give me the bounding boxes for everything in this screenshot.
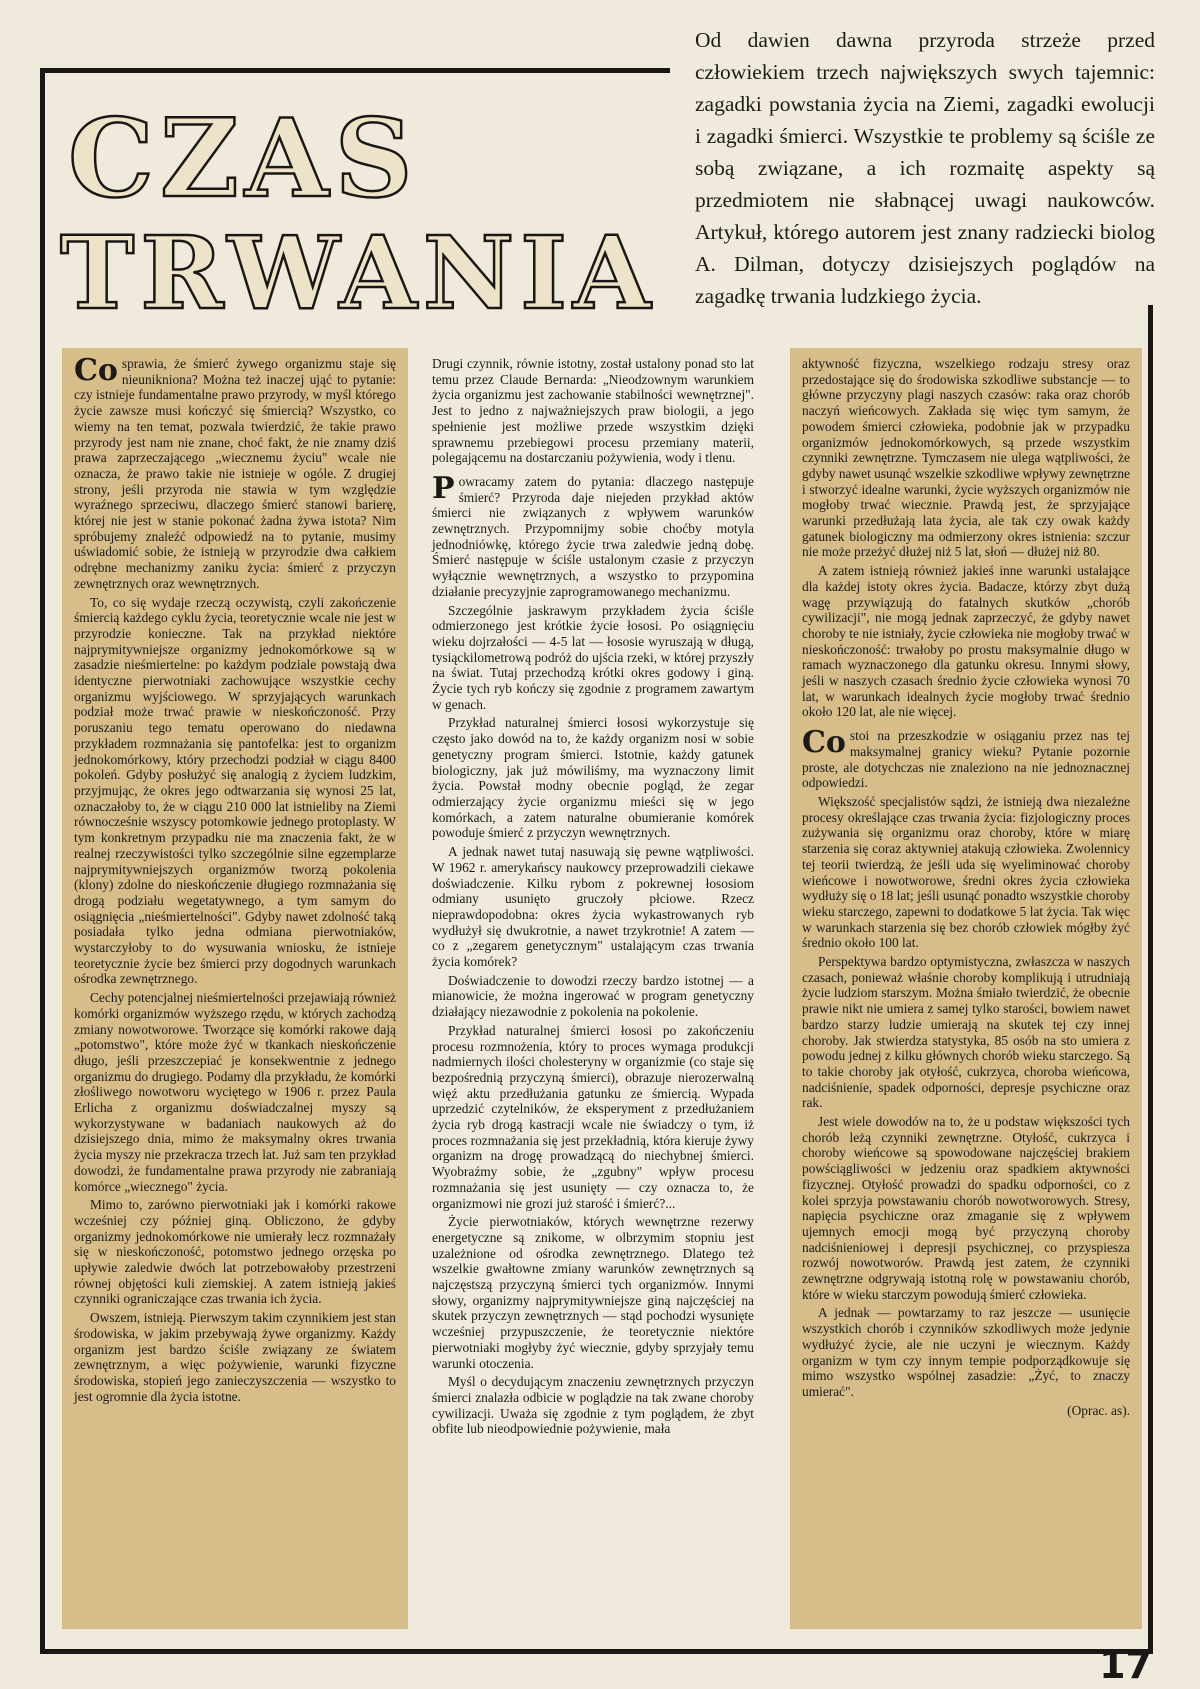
paragraph: Myśl o decydującym znaczeniu zewnętrznych przyczyn śmierci znalazła odbicie w poglądzie na tak zwane choroby cywilizacji. Uważa się zgodnie z tym poglądem, że zbyt obfite lub nieodpowiednie pożywienie, mała xyxy=(432,1374,754,1437)
paragraph: Co sprawia, że śmierć żywego organizmu staje się nieunikniona? Można też inaczej ująć to pytanie: czy istnieje fundamentalne prawo przyrody, w myśl którego życie zawsze musi kończyć się śmiercią? Wszystko, co wiemy na ten temat, pozwala twierdzić, że takie prawo przyrody jest nam nie znane, choć fakt, że nie znamy dziś prawa zaprzeczającego „wiecznemu życiu" wcale nie oznacza, że prawo takie nie istnieje w ogóle. Z drugiej strony, jeśli przyroda nie stawia w tym względzie wyraźnego sprzeciwu, dlaczego śmierć stanowi barierę, której nie jest w stanie pokonać żadna żywa istota? Nim spróbujemy znaleźć odpowiedź na to pytanie, musimy uświadomić sobie, że istnieją w przyrodzie dwa całkiem odrębne mechanizmy zaniku życia: śmierć z przyczyn zewnętrznych oraz wewnętrznych. xyxy=(74,353,396,591)
paragraph: Perspektywa bardzo optymistyczna, zwłaszcza w naszych czasach, ponieważ właśnie choroby komplikują i utrudniają życie ludziom starszym. Można śmiało twierdzić, że obecnie prawie nikt nie umiera z samej tylko starości, bowiem nawet bardzo starzy ludzie umierają na skutek tej czy innej choroby. Jak stwierdza statystyka, 85 osób na sto umiera z powodu jednej z kilku głównych chorób wieku starczego. Są to takie choroby jak otyłość, cukrzyca, choroba wieńcowa, nadciśnienie, spadek odporności, depresje psychiczne oraz rak. xyxy=(802,954,1130,1111)
paragraph: Owszem, istnieją. Pierwszym takim czynnikiem jest stan środowiska, w jakim przebywają żywe organizmy. Każdy organizm jest bardzo ściśle związany ze światem zewnętrznym, a więc pożywienie, warunki fizyczne środowiska, stopień jego zanieczyszczenia — wszystko to jest ogromnie dla życia istotne. xyxy=(74,1310,396,1404)
paragraph: Przykład naturalnej śmierci łososi po zakończeniu procesu rozmnożenia, który to proces wymaga produkcji nadmiernych ilości cholesteryny w organizmie (co staje się bezpośrednią przyczyną śmierci), obrazuje nierozerwalną więź aktu przedłużania gatunku ze śmiercią. Wypada uprzedzić czytelników, że eksperyment z przedłużaniem życia ryb drogą kastracji wcale nie świadczy o tym, iż proces rozmnażania się jest przekładnią, która kieruje żywy organizm na drogę prowadzącą do niechybnej śmierci. Wyobraźmy sobie, że „zgubny" wpływ procesu rozmnażania się jest usunięty — czy oznacza to, że organizmowi nie grozi już starość i śmierć?... xyxy=(432,1022,754,1211)
paragraph: aktywność fizyczna, wszelkiego rodzaju stresy oraz przedostające się do środowiska szkodliwe substancje — to główne przyczyny plagi naszych czasów: raka oraz chorób naczyń wieńcowych. Zakłada się więc tym samym, że powodem śmierci człowieka, podobnie jak w przypadku organizmów jednokomórkowych, są przede wszystkim czynniki zewnętrzne. Tymczasem nie ulega wątpliwości, że gdyby nawet usunąć wszelkie szkodliwe wpływy zewnętrzne i stworzyć idealne warunki, życie wyższych organizmów nie mogłoby trwać wiecznie. Prawdą jest, że sprzyjające warunki przedłużają lata życia, ale tak czy owak każdy gatunek biologiczny ma odmierzony okres istnienia: szczur nie może przeżyć dłużej niż 5 lat, słoń — dłużej niż 80. xyxy=(802,356,1130,560)
paragraph: Przykład naturalnej śmierci łososi wykorzystuje się często jako dowód na to, że każdy organizm nosi w sobie genetyczny program śmierci. Istotnie, każdy gatunek biologiczny, jak już mówiliśmy, ma wyznaczony limit życia. Powstał modny obecnie pogląd, że zegar odmierzający życie organizmu mieści się w jego komórkach, a zatem naturalne obumieranie komórek powoduje śmierć z przyczyn wewnętrznych. xyxy=(432,715,754,841)
paragraph: A jednak — powtarzamy to raz jeszcze — usunięcie wszystkich chorób i czynników szkodliwych może jedynie wydłużyć życie, ale nie uczyni je wiecznym. Każdy organizm w tym czy innym tempie podporządkowuje się mimo wszystko wspólnej zasadzie: „Żyć, to znaczy umierać". xyxy=(802,1305,1130,1399)
paragraph: Szczególnie jaskrawym przykładem życia ściśle odmierzonego jest krótkie życie łososi. Po osiągnięciu wieku dojrzałości — 4-5 lat — łososie wyruszają w długą, tysiąckilometrową podróż do ujścia rzeki, w której przyszły na świat. Tutaj przechodzą krótki okres godowy i giną. Życie tych ryb kończy się zgodnie z programem zawartym w genach. xyxy=(432,602,754,712)
paragraph: Życie pierwotniaków, których wewnętrzne rezerwy energetyczne są znikome, w olbrzymim stopniu jest uzależnione od ośrodka zewnętrznego. Dlatego też wszelkie gwałtowne zmiany warunków zewnętrznych są najczęstszą przyczyną śmierci tych organizmów. Innymi słowy, organizmy najprymitywniejsze giną najczęściej na skutek przyczyn zewnętrznych — stąd pochodzi wysunięte wcześniej przypuszczenie, że teoretycznie niektóre pierwotniaki mogłyby żyć wiecznie, gdyby sprzyjały temu warunki otoczenia. xyxy=(432,1214,754,1371)
paragraph: Większość specjalistów sądzi, że istnieją dwa niezależne procesy określające czas trwania życia: fizjologiczny proces zużywania się organizmu oraz choroby, które w miarę starzenia się coraz aktywniej atakują człowieka. Zwolennicy tej teorii twierdzą, że jeśli uda się wyeliminować choroby wieńcowe i nowotworowe, średni okres życia człowieka wydłuży się o 18 lat; jeśli usunąć ponadto wszystkie choroby wieku starczego, zapewni to dodatkowe 5 lat życia. Tak więc w warunkach starzenia się bez chorób człowiek mógłby żyć średnio około 100 lat. xyxy=(802,793,1130,951)
column-3 xyxy=(790,348,1142,1629)
author-signature: (Oprac. as). xyxy=(1067,1402,1130,1418)
column-2 xyxy=(420,348,766,1629)
paragraph: Cechy potencjalnej nieśmiertelności przejawiają również komórki organizmów wyższego rzędu, w których zachodzą zmiany nowotworowe. Tworzące się komórki rakowe dają „potomstwo", które może żyć w tkankach nieskończenie długo, jeśli przeszczepiać je konsekwentnie z jednego organizmu do drugiego. Podamy dla przykładu, że komórki złośliwego nowotworu wyciętego w 1906 r. przez Paula Erlicha z organizmu doświadczalnej myszy są wykorzystywane w badaniach naukowych aż do dzisiejszego dnia, mimo że maksymalny okres trwania życia myszy nie przekracza trzech lat. Już sam ten przykład dowodzi, że fundamentalne prawa przyrody nie zabraniają komórce „wiecznego" życia. xyxy=(74,990,396,1194)
column-1 xyxy=(62,348,408,1629)
title-line-2: TRWANIA xyxy=(60,214,657,332)
intro-lead: Od dawien dawna przyroda strzeże przed człowiekiem trzech największych swych tajemnic: zagadki powstania życia na Ziemi, zagadki ewolucji i zagadki śmierci. Wszystkie te problemy są ściśle ze sobą związane, a ich rozmaitę aspekty są przedmiotem nie słabnącej uwagi naukowców. Artykuł, którego autorem jest znany radziecki biolog A. Dilman, dotyczy dzisiejszych poglądów na zagadkę trwania ludzkiego życia. xyxy=(695,28,1155,308)
paragraph: To, co się wydaje rzeczą oczywistą, czyli zakończenie śmiercią każdego cyklu życia, teoretycznie wcale nie jest w przyrodzie konieczne. Tak na przykład niektóre najprymitywniejsze organizmy jednokomórkowe są w zasadzie nieśmiertelne: po każdym podziale powstają dwa identyczne pierwotniaki zachowujące wszystkie cechy organizmu wyjściowego. W sprzyjających warunkach podział może trwać prawie w nieskończoność. Przy poruszaniu tego tematu operowano do niedawna przykładem rozmnażania się pantofelka: jest to organizm jednokomórkowy, który przechodzi podział w ciągu 8400 pokoleń. Gdyby posłużyć się analogią z życiem ludzkim, przyjmując, że okres jego odtwarzania się wynosi 25 lat, oznaczałoby to, że w ciągu 210 000 lat istnieliby na Ziemi równocześnie wszyscy potomkowie jednego protoplasty. W tym konkretnym przypadku nie ma znaczenia fakt, że w realnej rzeczywistości tylko szczególnie silne egzemplarze najprymitywniejszych organizmów tworzą pokolenia (klony) zdolne do nieskończenie długiego rozmnażania się drogą podziału wegetatywnego, a tym samym do osiągnięcia „nieśmiertelności". Gdyby nawet zdolność taką posiadała tylko jedna odmiana pierwotniaków, wystarczyłoby to do wysuwania wniosku, że istnieje teoretycznie życie bez śmierci przy dogodnych warunkach ośrodka zewnętrznego. xyxy=(74,594,396,987)
paragraph: A jednak nawet tutaj nasuwają się pewne wątpliwości. W 1962 r. amerykańscy naukowcy przeprowadzili ciekawe doświadczenie. Kilku rybom z pokrewnej łososiom odmiany usunięto gruczoły płciowe. Rzecz nieprawdopodobna: okres życia wykastrowanych ryb wydłużył się dwukrotnie, a nawet trzykrotnie! A zatem — co z „zegarem genetycznym" ustalającym czas trwania życia komórek? xyxy=(432,844,754,970)
paragraph: Mimo to, zarówno pierwotniaki jak i komórki rakowe wcześniej czy później giną. Obliczono, że gdyby organizmy jednokomórkowe nie umierały lecz rozmnażały się w nieskończoność, potomstwo jednego orzęska po upływie zaledwie dwóch lat potrzebowałoby przestrzeni równej objętości kuli ziemskiej. A zatem istnieją jakieś czynniki ograniczające czas trwania ich życia. xyxy=(74,1197,396,1307)
dropcap: Co xyxy=(802,725,846,761)
paragraph: Powracamy zatem do pytania: dlaczego następuje śmierć? Przyroda daje niejeden przykład aktów śmierci nie związanych z wpływem warunków zewnętrznych. Przypomnijmy sobie choćby motyla jednodniówkę, którego życie trwa zaledwie jedną dobę. Śmierć następuje w ściśle ustalonym czasie z przyczyn wyłącznie wewnętrznych, a wszystko to przypomina działanie precyzyjnie zaprogramowanego mechanizmu. xyxy=(432,470,754,599)
dropcap: Co xyxy=(74,353,118,388)
paragraph: A zatem istnieją również jakieś inne warunki ustalające dla każdej istoty okres życia. Badacze, którzy zbyt dużą wagę przywiązują do fatalnych skutków „chorób cywilizacji", nie mogą jednak zaprzeczyć, że gdyby nawet choroby te nie istniały, życie człowieka nie mogłoby trwać w nieskończoność: trwałoby po prostu maksymalnie długo w ramach wyznaczonego dla gatunku okresu. Innymi słowy, jeśli w naszych czasach średnio życie człowieka wynosi 70 lat, w warunkach idealnych życie mogłoby trwać średnio około 120 lat, ale nie więcej. xyxy=(802,563,1130,720)
article-title xyxy=(60,96,660,332)
paragraph: Co stoi na przeszkodzie w osiąganiu przez nas tej maksymalnej granicy wieku? Pytanie pozornie proste, ale dotychczas nie znaleziono na nie jednoznacznej odpowiedzi. xyxy=(802,725,1130,791)
paragraph: Drugi czynnik, równie istotny, został ustalony ponad sto lat temu przez Claude Bernarda: „Nieodzownym warunkiem życia organizmu jest zachowanie stabilności wewnętrznej". Jest to jedno z najważniejszych praw biologii, a jego spełnienie jest możliwe przede wszystkim dzięki sprawnemu przebiegowi procesu przemiany materii, polegającemu na dostarczaniu pożywienia, wody i tlenu. xyxy=(432,356,754,466)
paragraph: Jest wiele dowodów na to, że u podstaw większości tych chorób leżą czynniki zewnętrzne. Otyłość, cukrzyca i choroby wieńcowe są spowodowane najczęściej brakiem powściągliwości w jedzeniu oraz spadkiem aktywności fizycznej. Otyłość prowadzi do spadku odporności, co z kolei sprzyja powstawaniu chorób nowotworowych. Stresy, napięcia psychiczne oraz zmaganie się z wpływem ujemnych emocji mogą być przyczyną choroby nadciśnieniowej i depresji psychicznej, co przyspiesza rozwój nowotworów. Prawdą jest zatem, że czynniki zewnętrzne odgrywają istotną rolę w powstawaniu chorób, które w wieku starczym powodują śmierć człowieka. xyxy=(802,1114,1130,1302)
title-line-1: CZAS xyxy=(68,96,419,222)
page-number: 17 xyxy=(1099,1643,1152,1687)
dropcap: P xyxy=(432,470,455,506)
paragraph: Doświadczenie to dowodzi rzeczy bardzo istotnej — a mianowicie, że można ingerować w program genetyczny działający niezawodnie z pokolenia na pokolenie. xyxy=(432,972,754,1020)
